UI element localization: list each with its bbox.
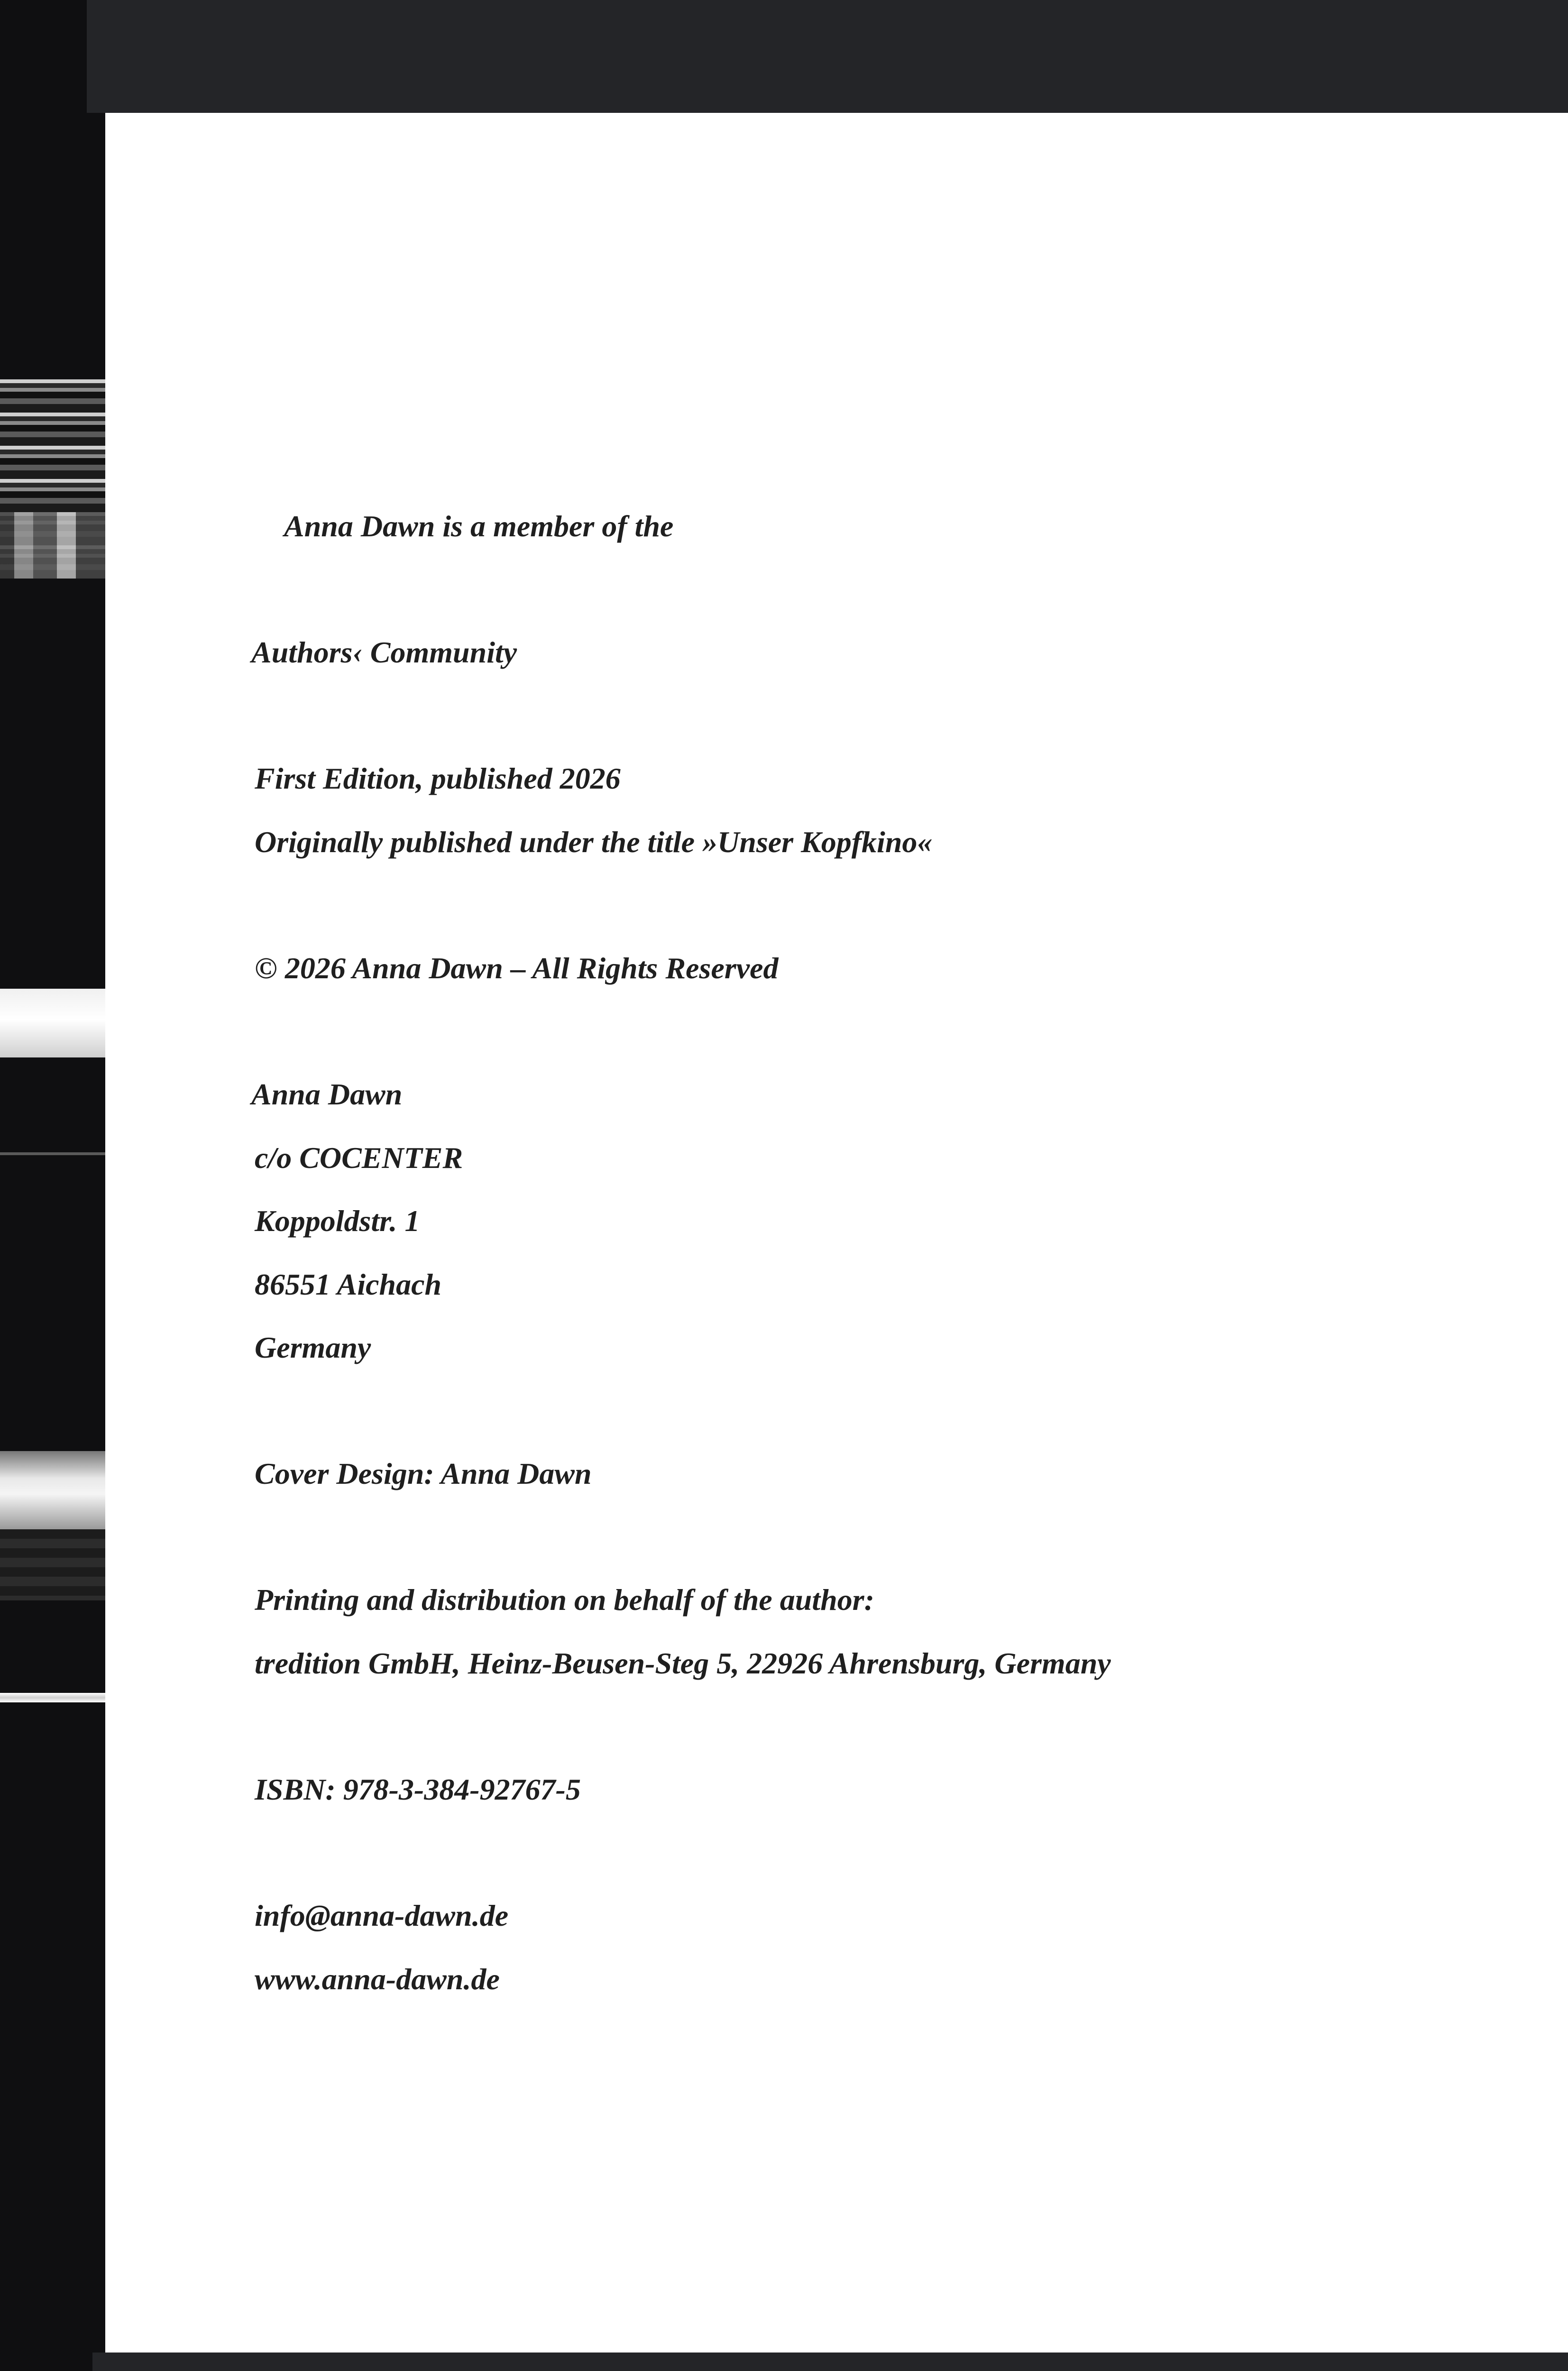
original-title-line: Originally published under the title »Unser Kopfkino« bbox=[255, 825, 933, 859]
address-care-of: c/o COCENTER bbox=[255, 1141, 463, 1175]
scan-artifact bbox=[0, 1693, 105, 1702]
address-country: Germany bbox=[255, 1331, 371, 1364]
left-scan-strip bbox=[0, 0, 105, 2371]
imprint-page bbox=[105, 113, 1568, 2353]
isbn-line: ISBN: 978-3-384-92767-5 bbox=[255, 1773, 581, 1806]
address-street: Koppoldstr. 1 bbox=[255, 1204, 420, 1238]
scan-artifact bbox=[0, 1451, 105, 1529]
printing-company: tredition GmbH, Heinz-Beusen-Steg 5, 22926 Ahrensburg, Germany bbox=[255, 1646, 1111, 1680]
scan-artifact bbox=[0, 989, 105, 1057]
top-frame-bar bbox=[87, 0, 1568, 113]
membership-org: Authors‹ Community bbox=[251, 635, 517, 669]
email-link[interactable]: info@anna-dawn.de bbox=[255, 1899, 509, 1932]
address-name: Anna Dawn bbox=[251, 1077, 403, 1111]
scan-artifact bbox=[0, 1529, 105, 1600]
edition-line: First Edition, published 2026 bbox=[255, 762, 621, 795]
scan-artifact bbox=[0, 512, 105, 579]
website-link[interactable]: www.anna-dawn.de bbox=[255, 1962, 500, 1996]
membership-intro: Anna Dawn is a member of the bbox=[284, 509, 674, 543]
cover-design-line: Cover Design: Anna Dawn bbox=[255, 1457, 592, 1490]
copyright-line: © 2026 Anna Dawn – All Rights Reserved bbox=[255, 951, 779, 985]
scan-artifact bbox=[0, 1152, 105, 1155]
address-city: 86551 Aichach bbox=[255, 1268, 442, 1301]
bottom-frame-bar bbox=[92, 2353, 1568, 2371]
printing-label: Printing and distribution on behalf of the author: bbox=[255, 1583, 874, 1617]
